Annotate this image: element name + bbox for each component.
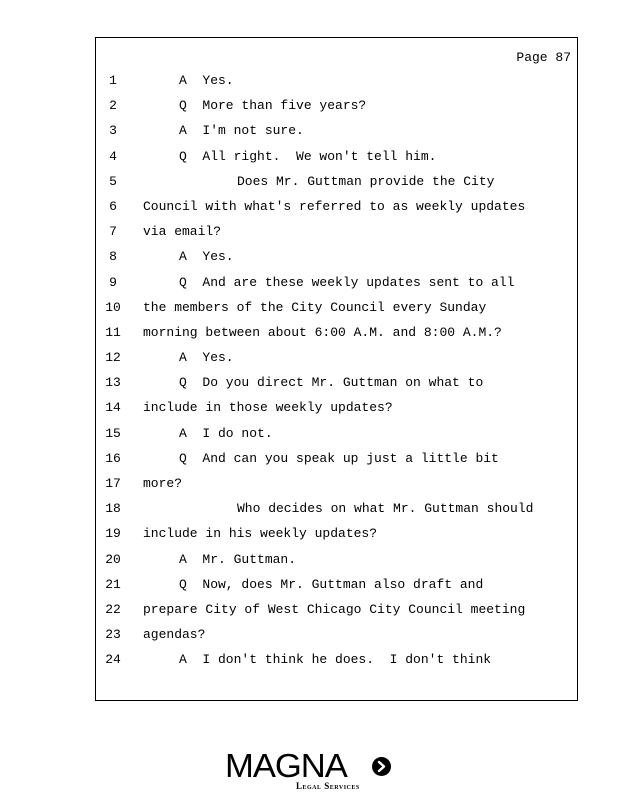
line-number: 7 (109, 224, 117, 240)
transcript-line (96, 148, 577, 173)
transcript-line (96, 500, 577, 525)
transcript-line (96, 450, 577, 475)
transcript-line (96, 551, 577, 576)
line-number: 4 (109, 148, 117, 164)
line-number: 23 (105, 627, 121, 643)
line-text: Q More than five years? (179, 98, 367, 114)
transcript-line (96, 525, 577, 550)
line-text: Q And can you speak up just a little bit (179, 450, 499, 466)
transcript-line (96, 122, 577, 147)
line-number: 11 (105, 324, 121, 340)
transcript-line (96, 274, 577, 299)
transcript-line (96, 223, 577, 248)
line-number: 14 (105, 400, 121, 416)
line-text: Q Now, does Mr. Guttman also draft and (179, 576, 484, 592)
chevron-right-icon (372, 757, 391, 776)
line-text: A Mr. Guttman. (179, 551, 297, 567)
magna-logo (225, 748, 395, 792)
line-number: 20 (105, 551, 121, 567)
line-text: agendas? (143, 627, 206, 643)
transcript-line (96, 198, 577, 223)
transcript-line (96, 626, 577, 651)
line-number: 1 (109, 73, 117, 88)
line-text: prepare City of West Chicago City Council meeting (143, 601, 526, 617)
line-number: 15 (105, 425, 121, 441)
line-text: A Yes. (179, 249, 234, 265)
line-number: 3 (109, 123, 117, 139)
line-number: 16 (105, 450, 121, 466)
line-number: 2 (109, 98, 117, 114)
transcript-line (96, 399, 577, 424)
transcript-line (96, 248, 577, 273)
line-number: 5 (109, 173, 117, 189)
line-text: more? (143, 476, 183, 491)
line-number: 10 (105, 299, 121, 315)
line-text: Who decides on what Mr. Guttman should (237, 501, 534, 517)
transcript-line (96, 374, 577, 399)
line-number: 24 (105, 652, 121, 668)
line-text: Council with what's referred to as weekly updates (143, 198, 526, 214)
logo-wordmark: MAGNA (225, 747, 347, 784)
line-text: include in those weekly updates? (143, 400, 393, 416)
line-text: Q And are these weekly updates sent to all (179, 274, 515, 290)
transcript-line (96, 97, 577, 122)
line-number: 8 (109, 249, 117, 265)
transcript-line (96, 299, 577, 324)
line-text: A I do not. (179, 425, 273, 441)
transcript-line (96, 72, 577, 97)
line-number: 18 (105, 501, 121, 517)
transcript-line (96, 349, 577, 374)
line-number: 13 (105, 375, 121, 391)
line-text: A I'm not sure. (179, 123, 304, 139)
transcript-line (96, 651, 577, 676)
transcript-page (95, 37, 578, 701)
line-number: 22 (105, 601, 121, 617)
line-text: morning between about 6:00 A.M. and 8:00 A.M.? (143, 324, 502, 340)
page-number: Page 87 (516, 50, 571, 65)
transcript-line (96, 576, 577, 601)
line-number: 12 (105, 350, 121, 366)
line-text: A I don't think he does. I don't think (179, 652, 492, 668)
transcript-line (96, 324, 577, 349)
line-number: 19 (105, 526, 121, 542)
line-text: the members of the City Council every Sunday (143, 299, 487, 315)
transcript-line (96, 173, 577, 198)
line-text: A Yes. (179, 350, 234, 366)
line-number: 21 (105, 576, 121, 592)
line-text: Q All right. We won't tell him. (179, 148, 437, 164)
transcript-line (96, 601, 577, 626)
logo-subtitle: Legal Services (296, 781, 360, 791)
line-number: 6 (109, 198, 117, 214)
transcript-lines (96, 72, 577, 677)
line-number: 17 (105, 476, 121, 491)
line-text: Does Mr. Guttman provide the City (237, 173, 495, 189)
line-number: 9 (109, 274, 117, 290)
line-text: include in his weekly updates? (143, 526, 378, 542)
transcript-line (96, 475, 577, 500)
line-text: A Yes. (179, 73, 234, 88)
transcript-line (96, 425, 577, 450)
line-text: Q Do you direct Mr. Guttman on what to (179, 375, 484, 391)
line-text: via email? (143, 224, 222, 240)
